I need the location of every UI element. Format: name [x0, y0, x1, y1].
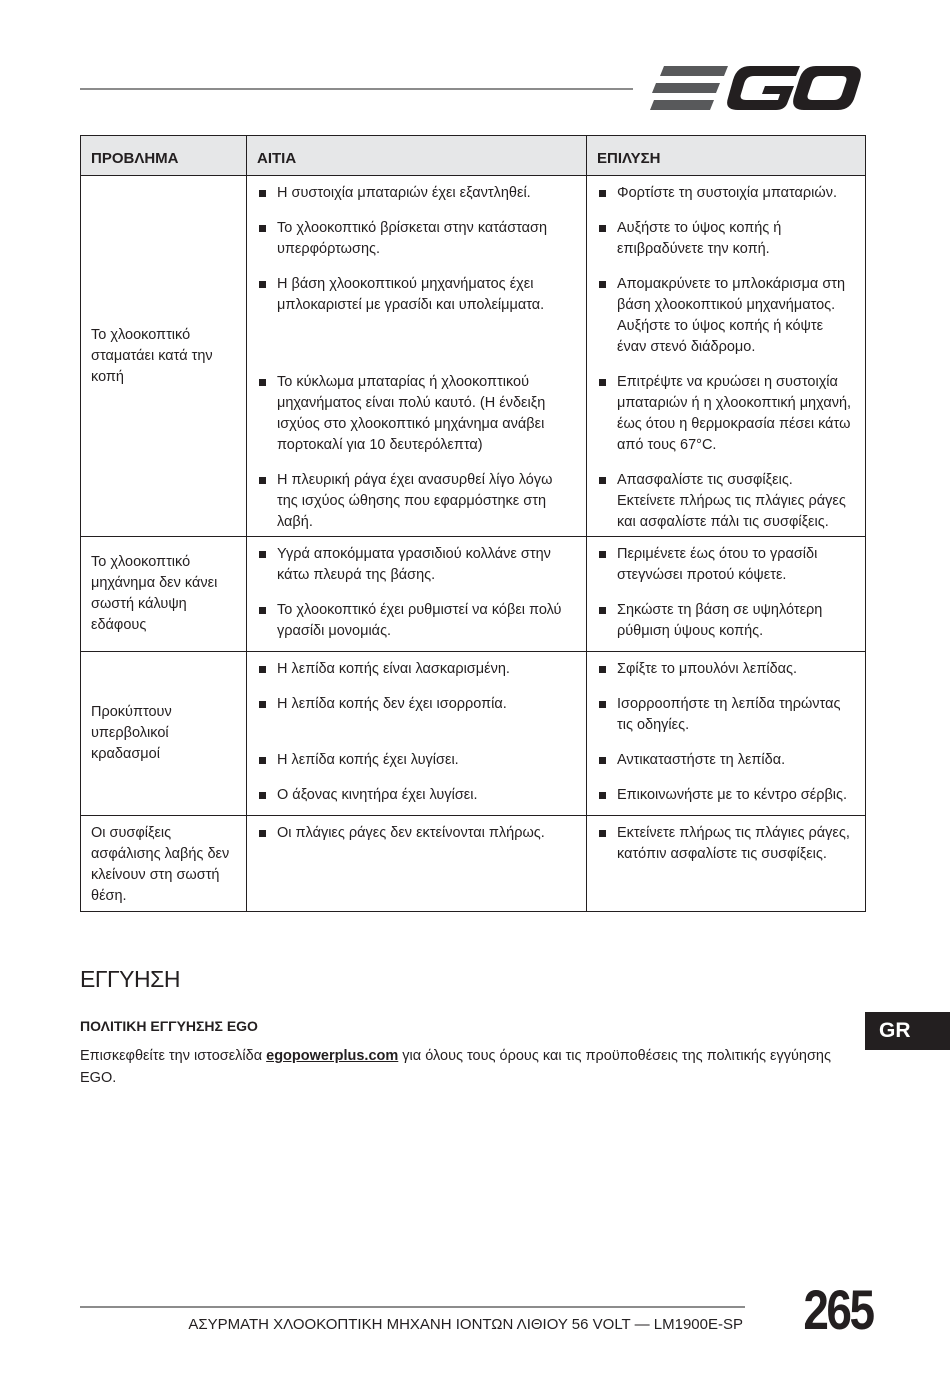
cause-item: Η βάση χλοοκοπτικού μηχανήματος έχει μπλοκαριστεί με γρασίδι και υπολείμματα.: [257, 274, 576, 372]
problem-cell: [81, 537, 247, 652]
cause-item: Η συστοιχία μπαταριών έχει εξαντληθεί.: [257, 183, 576, 218]
ego-logo: [650, 64, 862, 112]
solution-item: Περιμένετε έως ότου το γρασίδι στεγνώσει προτού κόψετε.: [597, 544, 855, 600]
problem-cell: [81, 652, 247, 816]
problem-cell: [81, 176, 247, 537]
cause-item: Ο άξονας κινητήρα έχει λυγίσει.: [257, 785, 576, 815]
warranty-paragraph: [80, 1045, 860, 1089]
warranty-heading: ΕΓΓΥΗΣΗ: [80, 966, 180, 992]
solution-item: Επιτρέψτε να κρυώσει η συστοιχία μπαταριών ή η χλοοκοπτική μηχανή, έως ότου η θερμοκρασία πέσει κάτω από τους 67°C.: [597, 372, 855, 470]
problem-text: Οι συσφίξεις ασφάλισης λαβής δεν κλείνουν στη σωστή θέση.: [91, 825, 230, 904]
solution-item: Εκτείνετε πλήρως τις πλάγιες ράγες, κατόπιν ασφαλίστε τις συσφίξεις.: [597, 823, 855, 865]
egopowerplus-link[interactable]: egopowerplus.com: [266, 1048, 399, 1064]
table-row: [81, 176, 866, 537]
warranty-text-after: για όλους τους όρους και τις προϋποθέσεις της πολιτικής εγγύησης EGO.: [80, 1048, 831, 1086]
cause-item: Το χλοοκοπτικό έχει ρυθμιστεί να κόβει πολύ γρασίδι μονομιάς.: [257, 600, 576, 651]
solution-item: Ισορροοπήστε τη λεπίδα τηρώντας τις οδηγίες.: [597, 694, 855, 750]
footer-product-title: ΑΣΥΡΜΑΤΗ ΧΛΟΟΚΟΠΤΙΚΗ ΜΗΧΑΝΗ ΙΟΝΤΩΝ ΛΙΘΙΟΥ 56 VOLT — LM1900E-SP: [188, 1316, 743, 1333]
cause-cell: [247, 537, 587, 652]
problem-text: Το χλοοκοπτικό μηχάνημα δεν κάνει σωστή κάλυψη εδάφους: [91, 554, 218, 633]
language-tab: GR: [865, 1012, 950, 1050]
cause-cell: [247, 652, 587, 816]
problem-cell: [81, 816, 247, 912]
footer-rule: [80, 1306, 745, 1308]
cause-item: Η λεπίδα κοπής είναι λασκαρισμένη.: [257, 659, 576, 694]
table-row: [81, 816, 866, 912]
header-rule: [80, 88, 633, 90]
solution-item: Αντικαταστήστε τη λεπίδα.: [597, 750, 855, 785]
cause-item: Υγρά αποκόμματα γρασιδιού κολλάνε στην κάτω πλευρά της βάσης.: [257, 544, 576, 600]
table-row: [81, 652, 866, 816]
solution-item: Φορτίστε τη συστοιχία μπαταριών.: [597, 183, 855, 218]
solution-item: Επικοινωνήστε με το κέντρο σέρβις.: [597, 785, 855, 815]
page-number: 265: [803, 1278, 873, 1341]
problem-text: Το χλοοκοπτικό σταματάει κατά την κοπή: [91, 326, 213, 385]
cause-item: Το κύκλωμα μπαταρίας ή χλοοκοπτικού μηχανήματος είναι πολύ καυτό. (Η ένδειξη ισχύος στο χλοοκοπτικό μηχάνημα ανάβει πορτοκαλί για 10 δευτερόλεπτα): [257, 372, 576, 470]
solution-cell: [587, 652, 866, 816]
solution-cell: [587, 176, 866, 537]
cause-item: Το χλοοκοπτικό βρίσκεται στην κατάσταση υπερφόρτωσης.: [257, 218, 576, 274]
header-solution: ΕΠΙΛΥΣΗ: [587, 136, 866, 176]
problem-text: Προκύπτουν υπερβολικοί κραδασμοί: [91, 704, 172, 762]
table-row: [81, 537, 866, 652]
cause-cell: [247, 816, 587, 912]
warranty-policy-subheading: ΠΟΛΙΤΙΚΗ ΕΓΓΥΗΣΗΣ EGO: [80, 1018, 258, 1034]
solution-item: Απασφαλίστε τις συσφίξεις. Εκτείνετε πλήρως τις πλάγιες ράγες και ασφαλίστε πάλι τις συσφίξεις.: [597, 470, 855, 536]
warranty-text-before: Επισκεφθείτε την ιστοσελίδα: [80, 1048, 267, 1064]
solution-cell: [587, 537, 866, 652]
cause-cell: [247, 176, 587, 537]
solution-item: Απομακρύνετε το μπλοκάρισμα στη βάση χλοοκοπτικού μηχανήματος. Αυξήστε το ύψος κοπής ή κόψτε έναν στενό διάδρομο.: [597, 274, 855, 372]
solution-item: Σηκώστε τη βάση σε υψηλότερη ρύθμιση ύψους κοπής.: [597, 600, 855, 651]
cause-item: Οι πλάγιες ράγες δεν εκτείνονται πλήρως.: [257, 823, 576, 844]
header-cause: ΑΙΤΙΑ: [247, 136, 587, 176]
solution-item: Σφίξτε το μπουλόνι λεπίδας.: [597, 659, 855, 694]
cause-item: Η λεπίδα κοπής έχει λυγίσει.: [257, 750, 576, 785]
troubleshooting-table: [80, 135, 866, 912]
table-header-row: [81, 136, 866, 176]
solution-item: Αυξήστε το ύψος κοπής ή επιβραδύνετε την κοπή.: [597, 218, 855, 274]
cause-item: Η λεπίδα κοπής δεν έχει ισορροπία.: [257, 694, 576, 750]
cause-item: Η πλευρική ράγα έχει ανασυρθεί λίγο λόγω της ισχύος ώθησης που εφαρμόστηκε στη λαβή.: [257, 470, 576, 536]
solution-cell: [587, 816, 866, 912]
header-problem: ΠΡΟΒΛΗΜΑ: [81, 136, 247, 176]
